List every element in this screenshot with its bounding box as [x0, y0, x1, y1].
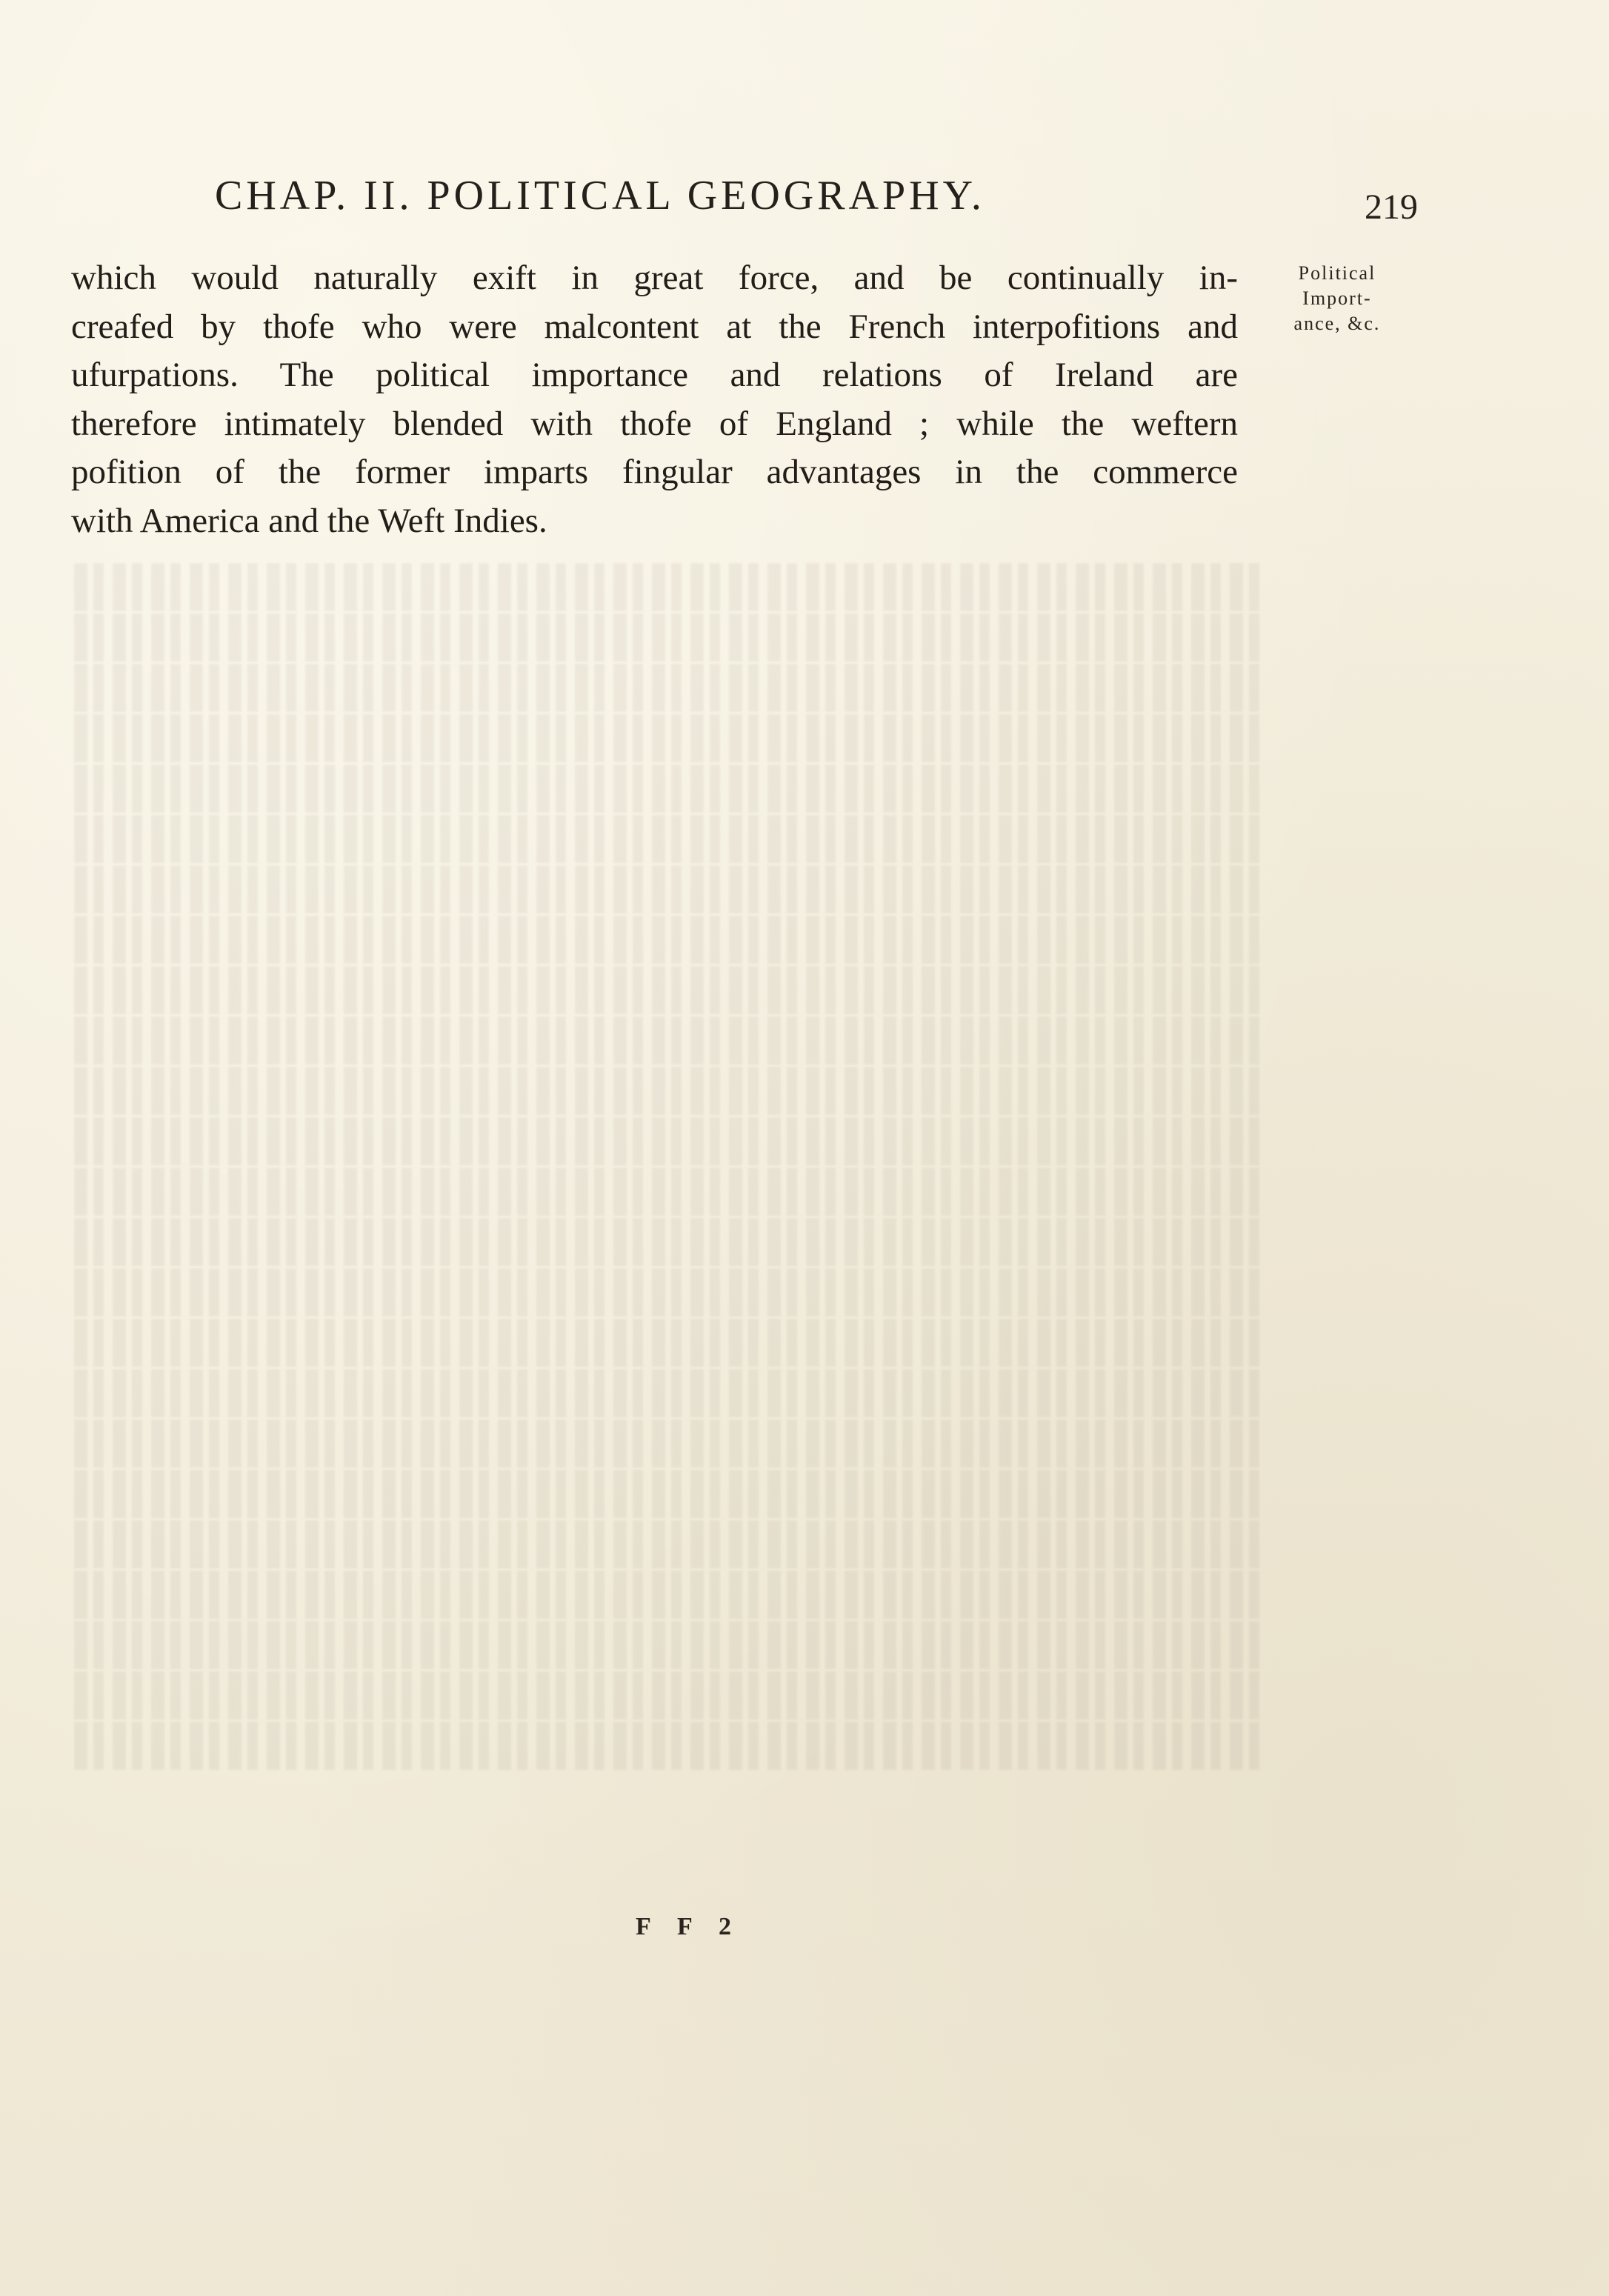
page-number: 219: [1365, 187, 1418, 227]
margin-note: [1259, 261, 1415, 336]
body-line: pofition of the former imparts fingular advantages in the commerce: [71, 453, 1238, 492]
margin-note-line: ance, &c.: [1293, 313, 1381, 334]
body-paragraph: [71, 254, 1238, 546]
running-head: CHAP. II. POLITICAL GEOGRAPHY.: [215, 173, 985, 219]
body-line: creafed by thofe who were malcontent at the French interpofitions and: [71, 307, 1238, 346]
body-line: with America and the Weft Indies.: [71, 501, 547, 540]
margin-note-line: Import-: [1302, 287, 1372, 309]
signature-mark: F F 2: [636, 1913, 742, 1940]
show-through-texture: [74, 563, 1259, 1823]
margin-note-line: Political: [1298, 262, 1376, 284]
body-line: therefore intimately blended with thofe of England ; while the weftern: [71, 404, 1238, 443]
body-line: ufurpations. The political importance and relations of Ireland are: [71, 356, 1238, 395]
body-line: which would naturally exift in great force, and be continually in-: [71, 259, 1238, 297]
